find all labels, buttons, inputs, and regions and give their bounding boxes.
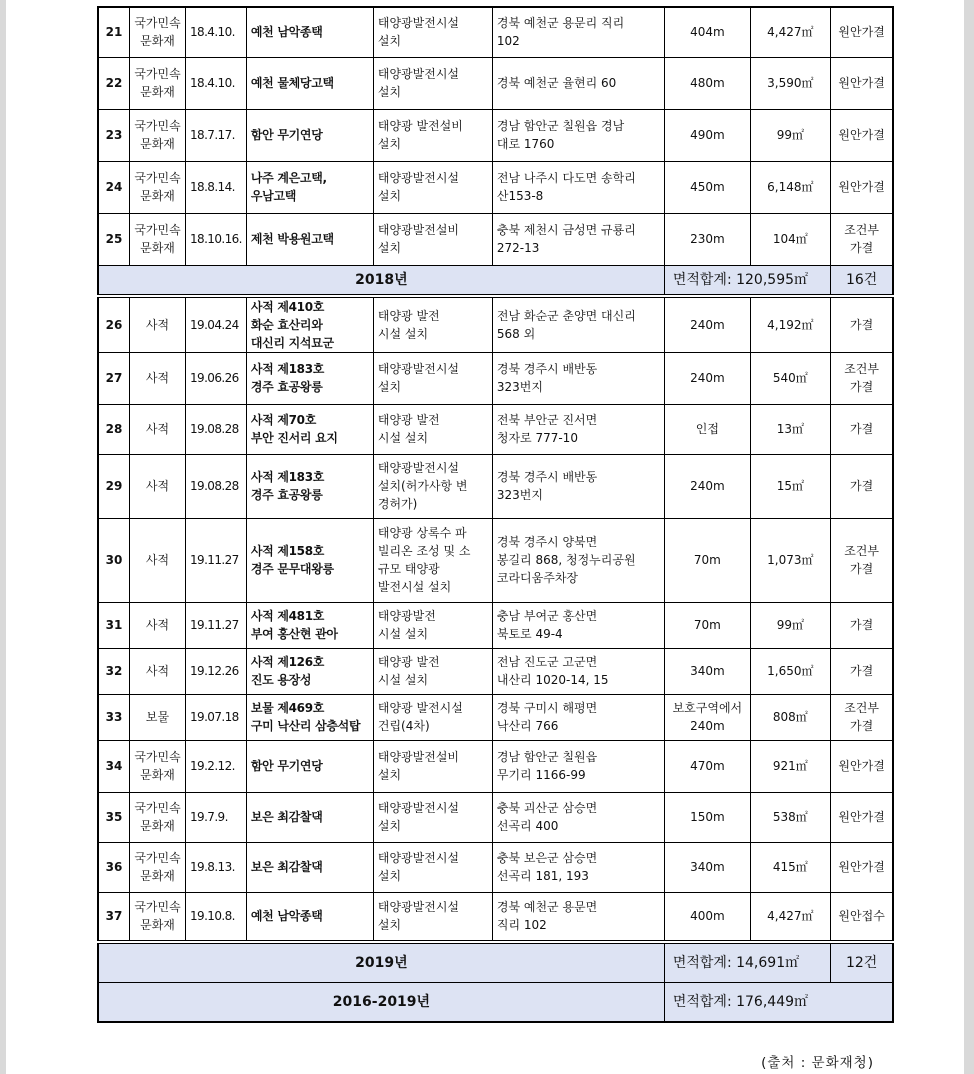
activity-cell: 태양광발전시설 설치 xyxy=(373,161,492,213)
row-number-cell: 36 xyxy=(98,842,130,892)
table-row xyxy=(98,404,893,454)
table-row xyxy=(98,648,893,694)
heritage-name-cell: 제천 박용원고택 xyxy=(246,213,373,265)
table-row xyxy=(98,7,893,57)
table-row xyxy=(98,296,893,353)
distance-cell: 450m xyxy=(664,161,750,213)
table-row xyxy=(98,694,893,740)
summary-2019-year: 2019년 xyxy=(98,942,664,983)
row-number-cell: 29 xyxy=(98,454,130,518)
row-number-cell: 26 xyxy=(98,296,130,353)
result-cell: 가결 xyxy=(830,296,893,353)
row-number-cell: 27 xyxy=(98,352,130,404)
table-body-2019 xyxy=(98,296,893,943)
result-cell: 원안가결 xyxy=(830,842,893,892)
area-cell: 921㎡ xyxy=(750,740,830,792)
distance-cell: 240m xyxy=(664,296,750,353)
distance-cell: 240m xyxy=(664,454,750,518)
activity-cell: 태양광 발전시설 건립(4차) xyxy=(373,694,492,740)
table-row xyxy=(98,518,893,602)
distance-cell: 인접 xyxy=(664,404,750,454)
table-row xyxy=(98,892,893,942)
heritage-type-cell: 사적 xyxy=(130,296,186,353)
heritage-name-cell: 사적 제481호 부여 홍산현 관아 xyxy=(246,602,373,648)
table-row xyxy=(98,842,893,892)
table-row xyxy=(98,57,893,109)
result-cell: 가결 xyxy=(830,404,893,454)
address-cell: 전남 진도군 고군면 내산리 1020-14, 15 xyxy=(492,648,664,694)
row-number-cell: 33 xyxy=(98,694,130,740)
decision-date-cell: 19.8.13. xyxy=(186,842,247,892)
result-cell: 원안가결 xyxy=(830,792,893,842)
summary-2018-area: 면적합계: 120,595㎡ xyxy=(664,265,830,296)
area-cell: 415㎡ xyxy=(750,842,830,892)
heritage-type-cell: 국가민속 문화재 xyxy=(130,792,186,842)
area-cell: 538㎡ xyxy=(750,792,830,842)
area-cell: 13㎡ xyxy=(750,404,830,454)
row-number-cell: 21 xyxy=(98,7,130,57)
address-cell: 경북 예천군 용문리 직리 102 xyxy=(492,7,664,57)
address-cell: 경북 구미시 해평면 낙산리 766 xyxy=(492,694,664,740)
result-cell: 원안가결 xyxy=(830,7,893,57)
activity-cell: 태양광발전시설 설치 xyxy=(373,7,492,57)
result-cell: 원안가결 xyxy=(830,57,893,109)
summary-2018-year: 2018년 xyxy=(98,265,664,296)
address-cell: 전북 부안군 진서면 청자로 777-10 xyxy=(492,404,664,454)
activity-cell: 태양광발전시설 설치 xyxy=(373,57,492,109)
distance-cell: 230m xyxy=(664,213,750,265)
summary-total-year: 2016-2019년 xyxy=(98,983,664,1023)
heritage-type-cell: 국가민속 문화재 xyxy=(130,57,186,109)
activity-cell: 태양광 발전 시설 설치 xyxy=(373,648,492,694)
distance-cell: 70m xyxy=(664,602,750,648)
area-cell: 1,650㎡ xyxy=(750,648,830,694)
result-cell: 조건부 가결 xyxy=(830,694,893,740)
table-body-2018 xyxy=(98,7,893,265)
activity-cell: 태양광 발전 시설 설치 xyxy=(373,404,492,454)
heritage-name-cell: 함안 무기연당 xyxy=(246,109,373,161)
address-cell: 충북 괴산군 삼승면 선곡리 400 xyxy=(492,792,664,842)
address-cell: 경남 함안군 칠원읍 무기리 1166-99 xyxy=(492,740,664,792)
heritage-name-cell: 예천 남악종택 xyxy=(246,892,373,942)
decision-date-cell: 19.10.8. xyxy=(186,892,247,942)
decision-date-cell: 18.10.16. xyxy=(186,213,247,265)
address-cell: 경북 예천군 율현리 60 xyxy=(492,57,664,109)
area-cell: 6,148㎡ xyxy=(750,161,830,213)
result-cell: 원안가결 xyxy=(830,740,893,792)
distance-cell: 보호구역에서 240m xyxy=(664,694,750,740)
heritage-name-cell: 보은 최감찰댁 xyxy=(246,842,373,892)
distance-cell: 240m xyxy=(664,352,750,404)
area-cell: 540㎡ xyxy=(750,352,830,404)
table-row xyxy=(98,740,893,792)
area-cell: 15㎡ xyxy=(750,454,830,518)
activity-cell: 태양광 상록수 파 빌리온 조성 및 소 규모 태양광 발전시설 설치 xyxy=(373,518,492,602)
table-row xyxy=(98,161,893,213)
result-cell: 원안가결 xyxy=(830,161,893,213)
decision-date-cell: 19.7.9. xyxy=(186,792,247,842)
decision-date-cell: 19.12.26 xyxy=(186,648,247,694)
distance-cell: 340m xyxy=(664,648,750,694)
decision-date-cell: 19.2.12. xyxy=(186,740,247,792)
row-number-cell: 35 xyxy=(98,792,130,842)
row-number-cell: 31 xyxy=(98,602,130,648)
heritage-type-cell: 국가민속 문화재 xyxy=(130,109,186,161)
decision-date-cell: 19.06.26 xyxy=(186,352,247,404)
heritage-name-cell: 사적 제183호 경주 효공왕릉 xyxy=(246,454,373,518)
row-number-cell: 28 xyxy=(98,404,130,454)
activity-cell: 태양광발전 시설 설치 xyxy=(373,602,492,648)
activity-cell: 태양광발전시설 설치(허가사항 변 경허가) xyxy=(373,454,492,518)
result-cell: 원안접수 xyxy=(830,892,893,942)
distance-cell: 150m xyxy=(664,792,750,842)
heritage-type-cell: 사적 xyxy=(130,648,186,694)
heritage-name-cell: 사적 제183호 경주 효공왕릉 xyxy=(246,352,373,404)
result-cell: 가결 xyxy=(830,602,893,648)
address-cell: 경북 예천군 용문면 직리 102 xyxy=(492,892,664,942)
decision-date-cell: 19.08.28 xyxy=(186,404,247,454)
distance-cell: 400m xyxy=(664,892,750,942)
result-cell: 가결 xyxy=(830,454,893,518)
summary-2019 xyxy=(98,942,893,1022)
distance-cell: 340m xyxy=(664,842,750,892)
table-row xyxy=(98,352,893,404)
decision-date-cell: 19.11.27 xyxy=(186,518,247,602)
document-page xyxy=(6,0,964,1074)
result-cell: 조건부 가결 xyxy=(830,213,893,265)
heritage-name-cell: 보물 제469호 구미 낙산리 삼층석탑 xyxy=(246,694,373,740)
heritage-name-cell: 보은 최감찰댁 xyxy=(246,792,373,842)
result-cell: 원안가결 xyxy=(830,109,893,161)
address-cell: 충북 보은군 삼승면 선곡리 181, 193 xyxy=(492,842,664,892)
area-cell: 99㎡ xyxy=(750,109,830,161)
heritage-name-cell: 예천 남악종택 xyxy=(246,7,373,57)
table-row xyxy=(98,109,893,161)
heritage-type-cell: 국가민속 문화재 xyxy=(130,7,186,57)
heritage-type-cell: 국가민속 문화재 xyxy=(130,213,186,265)
distance-cell: 404m xyxy=(664,7,750,57)
heritage-type-cell: 사적 xyxy=(130,518,186,602)
area-cell: 4,427㎡ xyxy=(750,7,830,57)
heritage-name-cell: 사적 제126호 진도 용장성 xyxy=(246,648,373,694)
row-number-cell: 30 xyxy=(98,518,130,602)
heritage-name-cell: 사적 제410호 화순 효산리와 대신리 지석묘군 xyxy=(246,296,373,353)
result-cell: 가결 xyxy=(830,648,893,694)
summary-2018-count: 16건 xyxy=(830,265,893,296)
row-number-cell: 37 xyxy=(98,892,130,942)
activity-cell: 태양광발전설비 설치 xyxy=(373,740,492,792)
address-cell: 경남 함안군 칠원읍 경남 대로 1760 xyxy=(492,109,664,161)
summary-2018 xyxy=(98,265,893,296)
activity-cell: 태양광발전시설 설치 xyxy=(373,792,492,842)
decision-date-cell: 18.4.10. xyxy=(186,7,247,57)
area-cell: 4,427㎡ xyxy=(750,892,830,942)
row-number-cell: 22 xyxy=(98,57,130,109)
decision-date-cell: 19.08.28 xyxy=(186,454,247,518)
heritage-type-cell: 국가민속 문화재 xyxy=(130,161,186,213)
address-cell: 경북 경주시 배반동 323번지 xyxy=(492,454,664,518)
area-cell: 3,590㎡ xyxy=(750,57,830,109)
heritage-type-cell: 사적 xyxy=(130,454,186,518)
solar-permit-table xyxy=(97,6,894,1023)
activity-cell: 태양광발전설비 설치 xyxy=(373,213,492,265)
row-number-cell: 24 xyxy=(98,161,130,213)
heritage-type-cell: 사적 xyxy=(130,602,186,648)
address-cell: 경북 경주시 배반동 323번지 xyxy=(492,352,664,404)
source-note: (출처 : 문화재청) xyxy=(761,1055,874,1071)
heritage-type-cell: 사적 xyxy=(130,404,186,454)
area-cell: 1,073㎡ xyxy=(750,518,830,602)
area-cell: 4,192㎡ xyxy=(750,296,830,353)
decision-date-cell: 19.04.24 xyxy=(186,296,247,353)
area-cell: 99㎡ xyxy=(750,602,830,648)
address-cell: 충남 부여군 홍산면 북토로 49-4 xyxy=(492,602,664,648)
decision-date-cell: 18.4.10. xyxy=(186,57,247,109)
row-number-cell: 23 xyxy=(98,109,130,161)
activity-cell: 태양광 발전 시설 설치 xyxy=(373,296,492,353)
heritage-name-cell: 예천 물체당고택 xyxy=(246,57,373,109)
address-cell: 전남 화순군 춘양면 대신리 568 외 xyxy=(492,296,664,353)
address-cell: 충북 제천시 금성면 규룡리 272-13 xyxy=(492,213,664,265)
activity-cell: 태양광 발전설비 설치 xyxy=(373,109,492,161)
activity-cell: 태양광발전시설 설치 xyxy=(373,352,492,404)
activity-cell: 태양광발전시설 설치 xyxy=(373,842,492,892)
heritage-name-cell: 사적 제158호 경주 문무대왕릉 xyxy=(246,518,373,602)
decision-date-cell: 19.07.18 xyxy=(186,694,247,740)
area-cell: 104㎡ xyxy=(750,213,830,265)
activity-cell: 태양광발전시설 설치 xyxy=(373,892,492,942)
summary-2019-count: 12건 xyxy=(830,942,893,983)
row-number-cell: 25 xyxy=(98,213,130,265)
heritage-type-cell: 보물 xyxy=(130,694,186,740)
address-cell: 경북 경주시 양북면 봉길리 868, 청정누리공원 코라디움주차장 xyxy=(492,518,664,602)
row-number-cell: 32 xyxy=(98,648,130,694)
distance-cell: 470m xyxy=(664,740,750,792)
heritage-name-cell: 사적 제70호 부안 진서리 요지 xyxy=(246,404,373,454)
distance-cell: 480m xyxy=(664,57,750,109)
address-cell: 전남 나주시 다도면 송학리 산153-8 xyxy=(492,161,664,213)
table-row xyxy=(98,602,893,648)
heritage-type-cell: 국가민속 문화재 xyxy=(130,740,186,792)
heritage-name-cell: 나주 계은고택, 우남고택 xyxy=(246,161,373,213)
table-row xyxy=(98,213,893,265)
distance-cell: 70m xyxy=(664,518,750,602)
area-cell: 808㎡ xyxy=(750,694,830,740)
heritage-type-cell: 국가민속 문화재 xyxy=(130,892,186,942)
decision-date-cell: 18.8.14. xyxy=(186,161,247,213)
result-cell: 조건부 가결 xyxy=(830,518,893,602)
distance-cell: 490m xyxy=(664,109,750,161)
row-number-cell: 34 xyxy=(98,740,130,792)
result-cell: 조건부 가결 xyxy=(830,352,893,404)
summary-total-area: 면적합계: 176,449㎡ xyxy=(664,983,893,1023)
table-row xyxy=(98,454,893,518)
table-row xyxy=(98,792,893,842)
summary-2019-area: 면적합계: 14,691㎡ xyxy=(664,942,830,983)
heritage-type-cell: 국가민속 문화재 xyxy=(130,842,186,892)
decision-date-cell: 18.7.17. xyxy=(186,109,247,161)
heritage-type-cell: 사적 xyxy=(130,352,186,404)
decision-date-cell: 19.11.27 xyxy=(186,602,247,648)
heritage-name-cell: 함안 무기연당 xyxy=(246,740,373,792)
